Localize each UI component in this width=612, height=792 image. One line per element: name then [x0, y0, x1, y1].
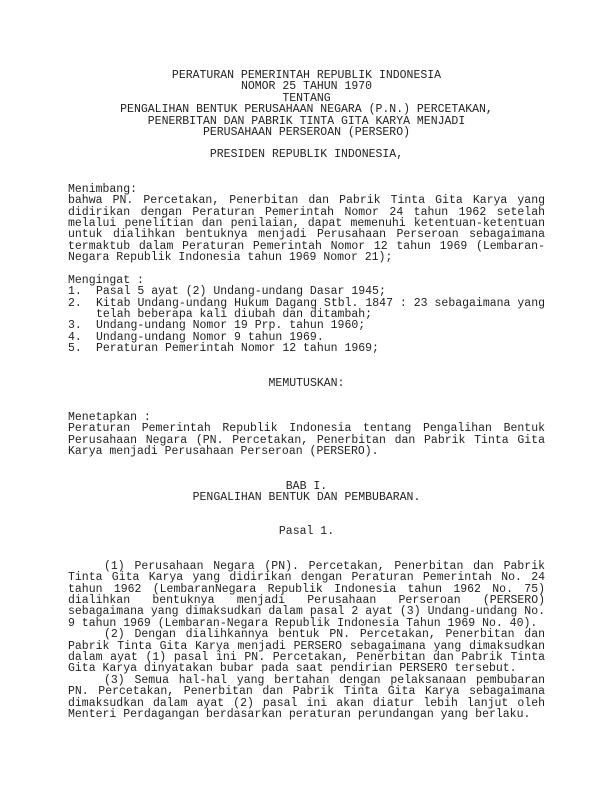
memutuskan-heading: MEMUTUSKAN: [268, 376, 345, 390]
menimbang-label: Menimbang: [68, 182, 138, 196]
list-item-text: Kitab Undang-undang Hukum Dagang Stbl. 1847 : 23 sebagaimana yang telah beberapa kali diubah dan ditambah; [96, 296, 545, 321]
list-item [68, 343, 545, 354]
pasal-body [68, 561, 545, 721]
list-item-number: 5. [68, 342, 82, 356]
pasal-paragraph-1: (1) Perusahaan Negara (PN). Percetakan, Penerbitan dan Pabrik Tinta Gita Karya yang didirikan dengan Peraturan Pemerintah No. 24 tahun 1962 (LembaranNegara Republik Indonesia tahun 1962 No. 75) dialihkan bentuknya menjadi Perusahaan Perseroan (PERSERO) sebagaimana yang dimaksudkan dalam pasal 2 ayat (3) Undang-undang No. 9 tahun 1969 (Lembaran-Negara Republik Indonesia Tahun 1969 No. 40). [68, 559, 545, 630]
pasal-paragraph-2: (2) Dengan dialihkannya bentuk PN. Percetakan, Penerbitan dan Pabrik Tinta Gita Karya menjadi PERSERO sebagaimana yang dimaksudkan dalam ayat (1) pasal ini PN. Percetakan, Penerbitan dan Pabrik Tinta Gita Karya dinyatakan bubar pada saat pendirian PERSERO tersebut. [68, 628, 545, 676]
menetapkan-label: Menetapkan : [68, 410, 151, 424]
menimbang-body: bahwa PN. Percetakan, Penerbitan dan Pabrik Tinta Gita Karya yang didirikan dengan Peraturan Pemerintah Nomor 24 tahun 1962 setelah melalui penelitian dan penilaian, dapat memenuhi ketentuan-ketentuan untuk dialihkan bentuknya menjadi Perusahaan Perseroan sebagaimana termaktub dalam Peraturan Pemerintah Nomor 12 tahun 1969 (Lembaran-Negara Republik Indonesia tahun 1969 Nomor 21); [68, 194, 545, 265]
title-line-5: PENERBITAN DAN PABRIK TINTA GITA KARYA MENJADI [147, 114, 466, 128]
pasal-heading: Pasal 1. [278, 525, 335, 539]
mengingat-list [68, 286, 545, 354]
title-line-3: TENTANG [282, 91, 331, 105]
list-item-number: 2. [68, 296, 82, 310]
list-item-number: 4. [68, 330, 82, 344]
list-item-text: Undang-undang Nomor 9 tahun 1969. [96, 330, 324, 344]
president-line: PRESIDEN REPUBLIK INDONESIA, [209, 148, 404, 162]
list-item-text: Peraturan Pemerintah Nomor 12 tahun 1969; [96, 342, 379, 356]
bab-title: PENGALIHAN BENTUK DAN PEMBUBARAN. [192, 490, 421, 504]
title-line-4: PENGALIHAN BENTUK PERUSAHAAN NEGARA (P.N.) PERCETAKAN, [120, 103, 493, 117]
bab-number: BAB I. [285, 479, 328, 493]
document-title-block [68, 70, 545, 138]
pasal-paragraph-3: (3) Semua hal-hal yang bertahan dengan pelaksanaan pembubaran PN. Percetakan, Penerbitan dan Pabrik Tinta Gita Karya sebagaimana dimaksudkan dalam ayat (2) pasal ini akan diatur lebih lanjut oleh Menteri Perdagangan berdasarkan peraturan perundangan yang berlaku. [68, 673, 545, 722]
list-item-text: Undang-undang Nomor 19 Prp. tahun 1960; [96, 319, 366, 333]
list-item [68, 286, 545, 297]
list-item-text: Pasal 5 ayat (2) Undang-undang Dasar 1945; [96, 285, 386, 299]
list-item-number: 3. [68, 319, 82, 333]
title-line-1: PERATURAN PEMERINTAH REPUBLIK INDONESIA [171, 69, 442, 82]
menetapkan-body: Peraturan Pemerintah Republik Indonesia tentang Pengalihan Bentuk Perusahaan Negara (PN. Percetakan, Penerbitan dan Pabrik Tinta Gita Karya menjadi Perusahaan Perseroan (PERSERO). [68, 422, 545, 459]
title-line-2: NOMOR 25 TAHUN 1970 [240, 80, 373, 94]
title-line-6: PERUSAHAAN PERSEROAN (PERSERO) [202, 126, 411, 140]
list-item [68, 298, 545, 321]
list-item [68, 320, 545, 331]
mengingat-label: Mengingat : [68, 273, 144, 287]
list-item-number: 1. [68, 285, 82, 299]
